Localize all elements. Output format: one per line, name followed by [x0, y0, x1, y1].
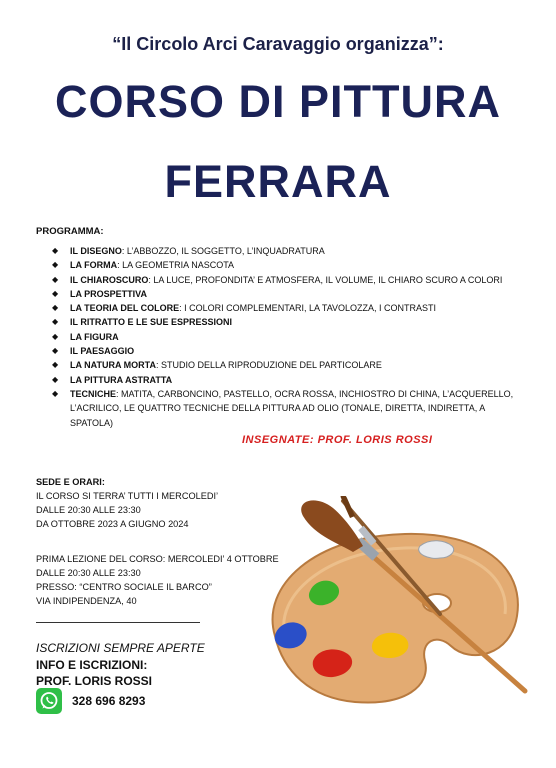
programma-item-title: LA NATURA MORTA [70, 360, 156, 371]
bullet-icon: ◆ [52, 374, 59, 384]
programma-item-detail: : MATITA, CARBONCINO, PASTELLO, OCRA ROSSA, INCHIOSTRO DI CHINA, L’ACQUERELLO, L’ACRILICO, LE QUATTRO TECNICHE DELLA PITTURA AD OLIO (TONALE, DIRETTA, INDIRETTA, A SPATOLA) [70, 388, 514, 428]
bullet-icon: ◆ [52, 388, 59, 398]
programma-item-title: IL CHIAROSCURO [70, 274, 149, 285]
programma-item [52, 258, 522, 272]
programma-item-detail: : STUDIO DELLA RIPRODUZIONE DEL PARTICOLARE [155, 360, 382, 371]
paint-palette-illustration [255, 496, 530, 711]
sede-line: DA OTTOBRE 2023 A GIUGNO 2024 [36, 519, 189, 529]
programma-item [52, 273, 522, 287]
iscrizioni-text: ISCRIZIONI SEMPRE APERTE [36, 641, 205, 655]
bullet-icon: ◆ [52, 360, 59, 370]
bullet-icon: ◆ [52, 246, 59, 255]
bullet-icon: ◆ [52, 260, 59, 270]
programma-list [52, 244, 522, 430]
bullet-icon: ◆ [52, 331, 59, 341]
info-name: PROF. LORIS ROSSI [36, 674, 153, 688]
info-label: INFO E ISCRIZIONI: [36, 658, 148, 672]
programma-item-title: LA TEORIA DEL COLORE [70, 303, 180, 314]
bullet-icon: ◆ [52, 303, 59, 313]
main-title: CORSO DI PITTURA [54, 76, 501, 127]
programma-item [52, 387, 522, 430]
programma-item-title: LA PROSPETTIVA [70, 288, 148, 299]
info-block [36, 657, 152, 689]
programma-item-title: LA FIGURA [70, 331, 119, 342]
phone-row [36, 688, 145, 714]
phone-number[interactable]: 328 696 8293 [72, 694, 146, 708]
programma-item-title: LA PITTURA ASTRATTA [70, 374, 173, 385]
prima-line: DALLE 20:30 ALLE 23:30 [36, 568, 141, 578]
programma-item-detail: : LA LUCE, PROFONDITA’ E ATMOSFERA, IL VOLUME, IL CHIARO SCURO A COLORI [148, 274, 503, 285]
bullet-icon: ◆ [52, 346, 59, 356]
whatsapp-icon [36, 688, 62, 714]
prima-line: VIA INDIPENDENZA, 40 [36, 596, 137, 606]
intro-text: “Il Circolo Arci Caravaggio organizza”: [112, 34, 444, 54]
programma-item-title: IL PAESAGGIO [70, 346, 135, 357]
sede-heading: SEDE E ORARI: [36, 477, 105, 487]
programma-item [52, 287, 522, 301]
programma-item-detail: : LA GEOMETRIA NASCOTA [117, 260, 235, 271]
programma-item [52, 301, 522, 315]
divider [36, 622, 200, 623]
teacher-label: INSEGNATE: PROF. LORIS ROSSI [242, 434, 433, 446]
programma-item [52, 244, 522, 258]
subtitle-city: FERRARA [164, 156, 392, 207]
programma-item-title: TECNICHE [70, 388, 117, 399]
bullet-icon: ◆ [52, 274, 59, 284]
prima-line: PRIMA LEZIONE DEL CORSO: MERCOLEDI’ 4 OTTOBRE [36, 554, 279, 564]
prima-lezione-block [36, 552, 279, 608]
sede-line: IL CORSO SI TERRA’ TUTTI I MERCOLEDI’ [36, 491, 219, 501]
programma-item-title: IL DISEGNO [70, 246, 122, 256]
programma-item [52, 373, 522, 387]
prima-line: PRESSO: “CENTRO SOCIALE IL BARCO” [36, 582, 212, 592]
programma-item-detail: : L’ABBOZZO, IL SOGGETTO, L’INQUADRATURA [121, 246, 325, 256]
programma-heading: PROGRAMMA: [36, 226, 104, 237]
programma-item-title: LA FORMA [70, 260, 118, 271]
programma-item [52, 315, 522, 329]
programma-item-detail: : I COLORI COMPLEMENTARI, LA TAVOLOZZA, I CONTRASTI [179, 303, 437, 314]
programma-item [52, 330, 522, 344]
bullet-icon: ◆ [52, 317, 59, 327]
bullet-icon: ◆ [52, 288, 59, 298]
sede-orari-block [36, 475, 218, 531]
sede-line: DALLE 20:30 ALLE 23:30 [36, 505, 141, 515]
programma-item-title: IL RITRATTO E LE SUE ESPRESSIONI [70, 317, 233, 328]
programma-item [52, 344, 522, 358]
programma-item [52, 358, 522, 372]
